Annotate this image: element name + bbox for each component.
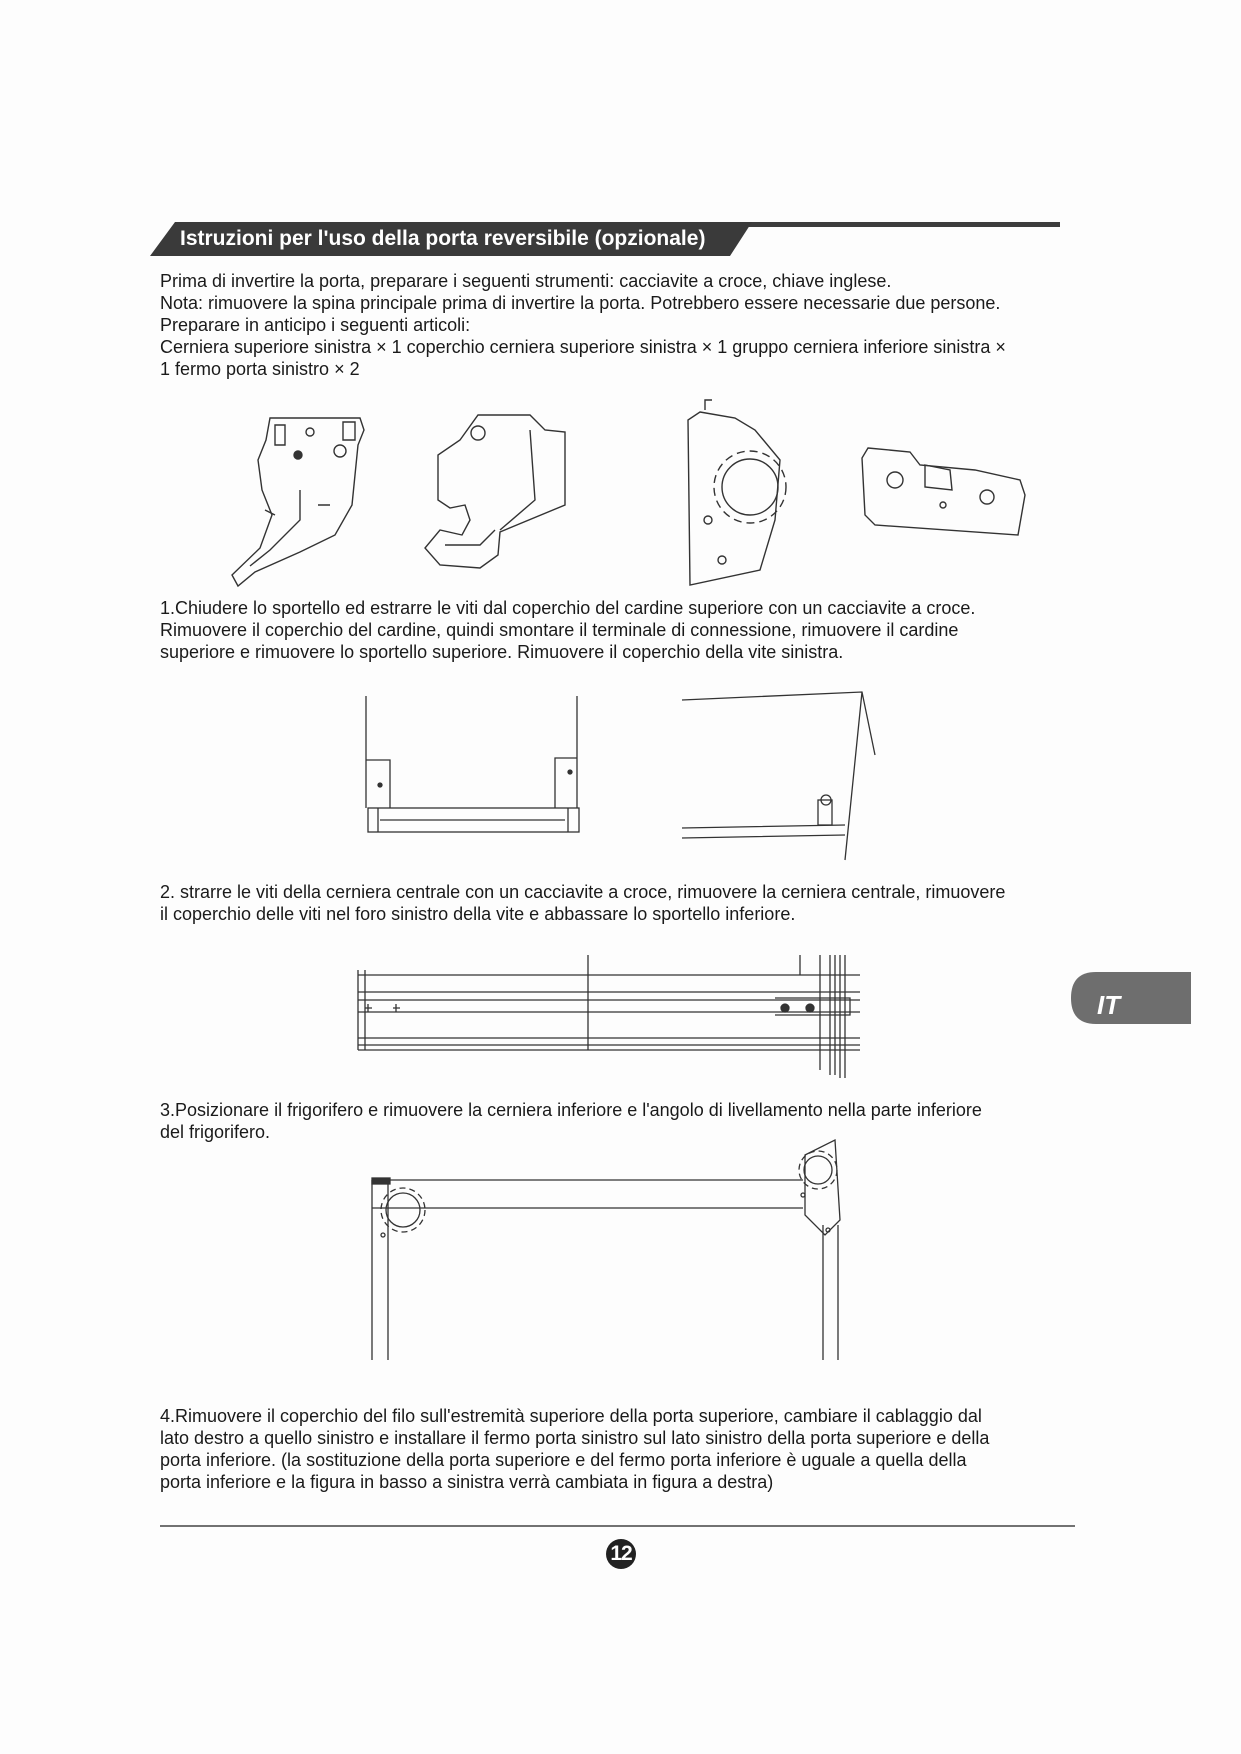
step-1-text: 1.Chiudere lo sportello ed estrarre le viti dal coperchio del cardine superiore con un cacciavite a croce. Rimuovere il coperchio del cardine, quindi smontare il terminale di connessione, rimuovere il cardine superiore e rimuovere lo sportello superiore. Rimuovere il coperchio della vite sinistra. bbox=[160, 598, 976, 662]
step-3-text: 3.Posizionare il frigorifero e rimuovere la cerniera inferiore e l'angolo di livellamento nella parte inferiore del frigorifero. bbox=[160, 1100, 982, 1142]
intro-line-parts: Cerniera superiore sinistra × 1 coperchio cerniera superiore sinistra × 1 gruppo cerniera inferiore sinistra × 1 fermo porta sinistro × 2 bbox=[160, 337, 1006, 379]
step-4-text: 4.Rimuovere il coperchio del filo sull'estremità superiore della porta superiore, cambiare il cablaggio dal lato destro a quello sinistro e installare il fermo porta sinistro sul lato sinistro della porta superiore e della porta inferiore. (la sostituzione della porta superiore e del fermo porta inferiore è uguale a quella della porta inferiore e la figura in basso a sinistra verrà cambiata in figura a destra) bbox=[160, 1406, 990, 1492]
step-2-text: 2. strarre le viti della cerniera centrale con un cacciavite a croce, rimuovere la cerniera centrale, rimuovere il coperchio delle viti nel foro sinistro della vite e abbassare lo sportello inferiore. bbox=[160, 882, 1006, 924]
page-number: 12 bbox=[610, 1542, 632, 1565]
intro-line-note: Nota: rimuovere la spina principale prima di invertire la porta. Potrebbero essere necessarie due persone. Preparare in anticipo i seguenti articoli: bbox=[160, 293, 1001, 335]
language-tab-label: IT bbox=[1097, 990, 1121, 1020]
section-title: Istruzioni per l'uso della porta reversibile (opzionale) bbox=[180, 227, 706, 250]
intro-line-tools: Prima di invertire la porta, preparare i seguenti strumenti: cacciavite a croce, chiave inglese. bbox=[160, 271, 892, 291]
